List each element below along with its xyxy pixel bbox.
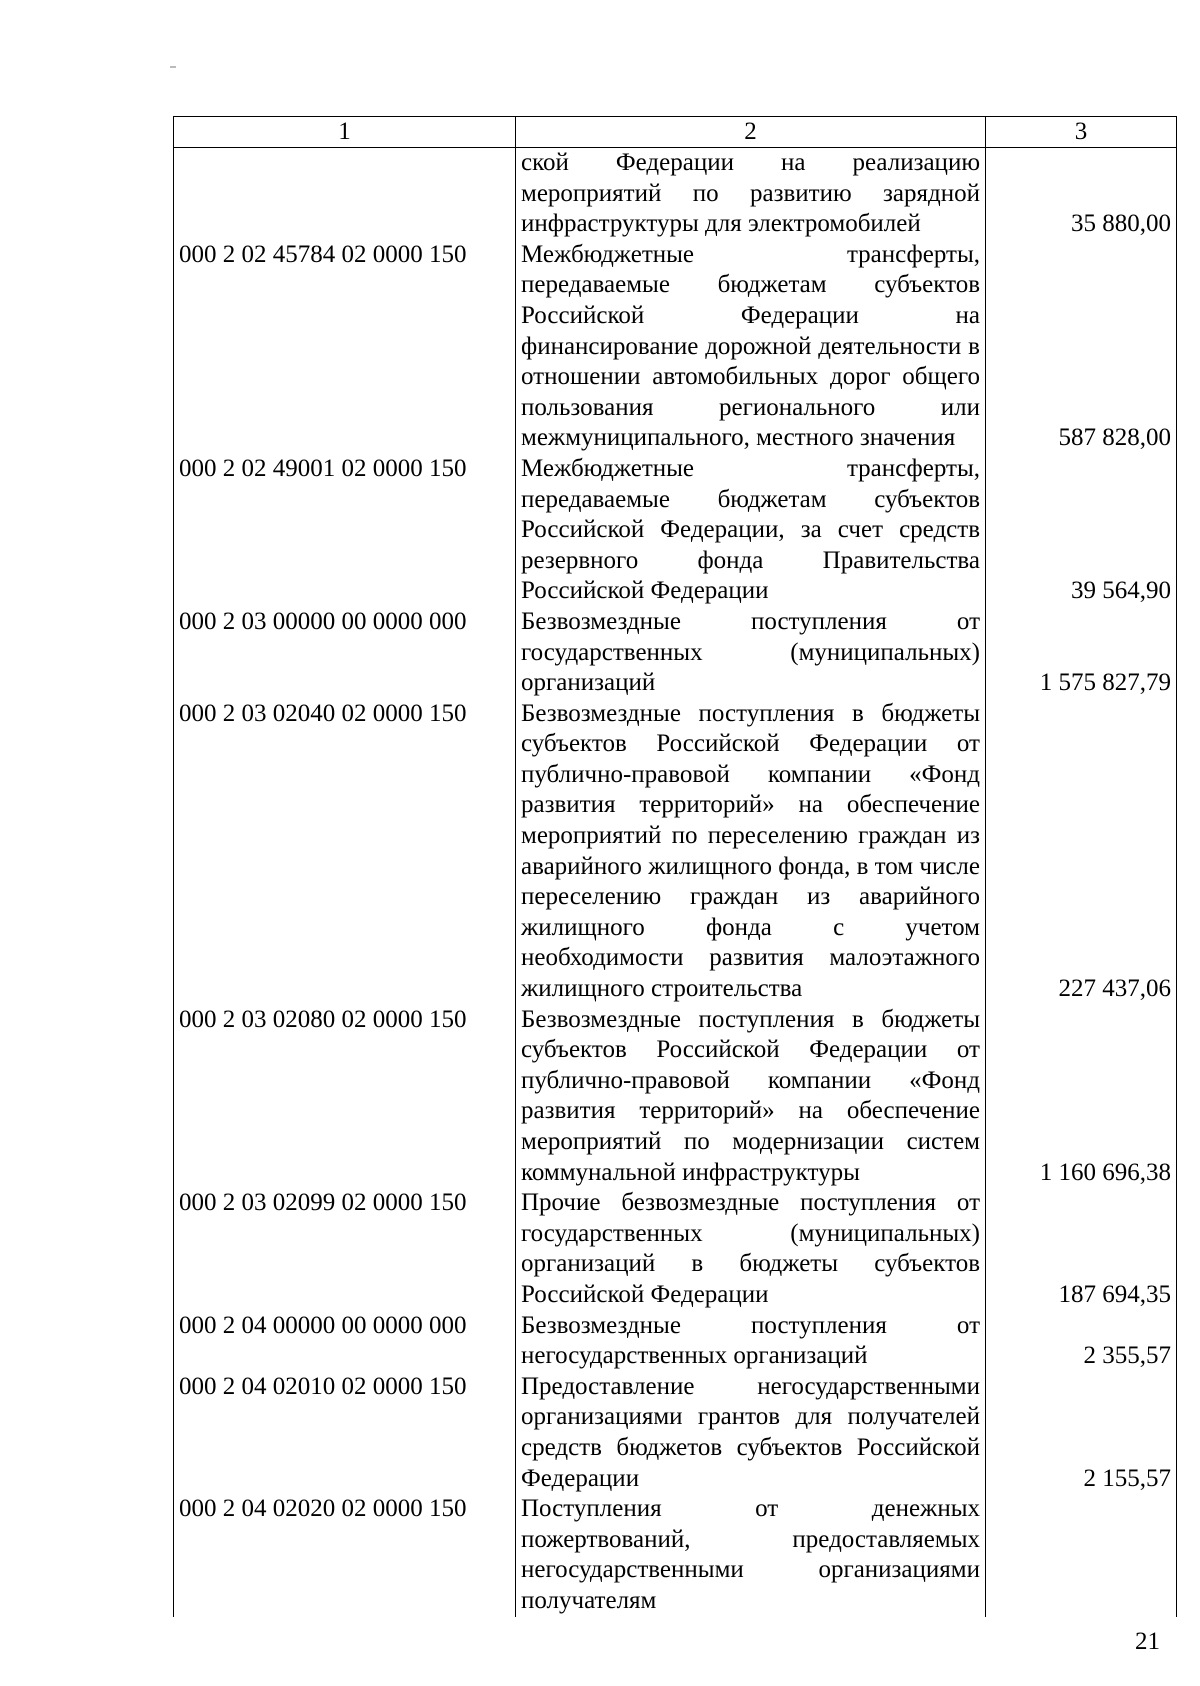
row-amount: 39 564,90 bbox=[986, 454, 1177, 607]
page-number: 21 bbox=[1135, 1628, 1160, 1655]
row-description: Безвозмездные поступления в бюджеты субъектов Российской Федерации от публично-правовой компании «Фонд развития территорий» на обеспечение мероприятий по переселению граждан из аварийного жилищного фонда, в том числе переселению граждан из аварийного жилищного фонда с учетом необходимости развития малоэтажного жилищного строительства bbox=[516, 699, 986, 1005]
row-code: 000 2 04 00000 00 0000 000 bbox=[174, 1311, 516, 1372]
row-amount: 1 575 827,79 bbox=[986, 607, 1177, 699]
table-row bbox=[174, 699, 1177, 1005]
table-row bbox=[174, 1005, 1177, 1189]
row-code: 000 2 02 45784 02 0000 150 bbox=[174, 240, 516, 454]
table-row bbox=[174, 1311, 1177, 1372]
row-amount: 187 694,35 bbox=[986, 1188, 1177, 1310]
row-code: 000 2 03 00000 00 0000 000 bbox=[174, 607, 516, 699]
row-amount: 1 160 696,38 bbox=[986, 1005, 1177, 1189]
table-row bbox=[174, 240, 1177, 454]
row-amount: 587 828,00 bbox=[986, 240, 1177, 454]
row-description: Межбюджетные трансферты, передаваемые бюджетам субъектов Российской Федерации, за счет средств резервного фонда Правительства Российской Федерации bbox=[516, 454, 986, 607]
budget-revenue-table bbox=[173, 116, 1177, 1617]
table-row bbox=[174, 1494, 1177, 1616]
row-description: Безвозмездные поступления от негосударственных организаций bbox=[516, 1311, 986, 1372]
row-code: 000 2 03 02099 02 0000 150 bbox=[174, 1188, 516, 1310]
row-description: ской Федерации на реализацию мероприятий по развитию зарядной инфраструктуры для электромобилей bbox=[516, 148, 986, 240]
row-amount: 2 155,57 bbox=[986, 1372, 1177, 1494]
row-code: 000 2 03 02040 02 0000 150 bbox=[174, 699, 516, 1005]
table-row bbox=[174, 148, 1177, 240]
scan-artifact bbox=[170, 66, 176, 68]
table-header-row bbox=[174, 117, 1177, 148]
row-description: Прочие безвозмездные поступления от государственных (муниципальных) организаций в бюджеты субъектов Российской Федерации bbox=[516, 1188, 986, 1310]
row-description: Безвозмездные поступления от государственных (муниципальных) организаций bbox=[516, 607, 986, 699]
row-amount: 35 880,00 bbox=[986, 148, 1177, 240]
row-description: Безвозмездные поступления в бюджеты субъектов Российской Федерации от публично-правовой компании «Фонд развития территорий» на обеспечение мероприятий по модернизации систем коммунальной инфраструктуры bbox=[516, 1005, 986, 1189]
row-description: Предоставление негосударственными организациями грантов для получателей средств бюджетов субъектов Российской Федерации bbox=[516, 1372, 986, 1494]
header-col-2: 2 bbox=[516, 117, 986, 148]
row-code: 000 2 02 49001 02 0000 150 bbox=[174, 454, 516, 607]
row-description: Межбюджетные трансферты, передаваемые бюджетам субъектов Российской Федерации на финансирование дорожной деятельности в отношении автомобильных дорог общего пользования регионального или межмуниципального, местного значения bbox=[516, 240, 986, 454]
row-amount: 227 437,06 bbox=[986, 699, 1177, 1005]
table-row bbox=[174, 1372, 1177, 1494]
header-col-1: 1 bbox=[174, 117, 516, 148]
table-row bbox=[174, 1188, 1177, 1310]
row-code: 000 2 04 02020 02 0000 150 bbox=[174, 1494, 516, 1616]
row-code bbox=[174, 148, 516, 240]
header-col-3: 3 bbox=[986, 117, 1177, 148]
table-row bbox=[174, 607, 1177, 699]
row-amount: 2 355,57 bbox=[986, 1311, 1177, 1372]
row-description: Поступления от денежных пожертвований, предоставляемых негосударственными организациями получателям bbox=[516, 1494, 986, 1616]
budget-table-container bbox=[173, 116, 1176, 1617]
row-code: 000 2 04 02010 02 0000 150 bbox=[174, 1372, 516, 1494]
row-amount bbox=[986, 1494, 1177, 1616]
table-row bbox=[174, 454, 1177, 607]
row-code: 000 2 03 02080 02 0000 150 bbox=[174, 1005, 516, 1189]
